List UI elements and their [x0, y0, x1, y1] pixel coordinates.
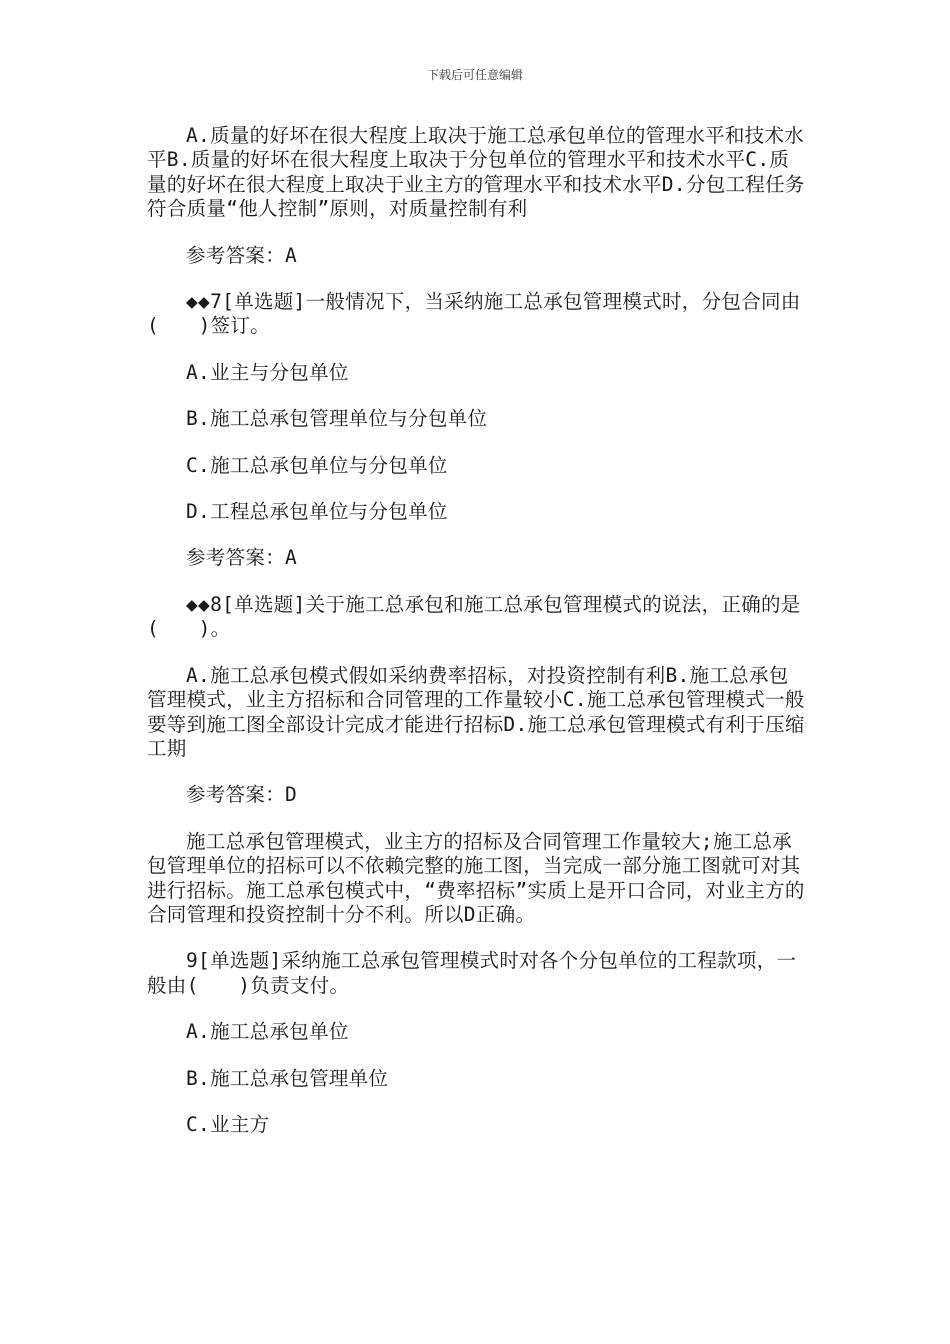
answer-q6: 参考答案：A	[186, 243, 298, 267]
option-7a: A.业主与分包单位	[186, 360, 349, 384]
options-q8: A.施工总承包模式假如采纳费率招标，对投资控制有利B.施工总承包管理模式，业主方招标和合同管理的工作量较小C.施工总承包管理模式一般要等到施工图全部设计完成才能进行招标D.施工总承包管理模式有利于压缩工期	[147, 663, 805, 760]
option-9a: A.施工总承包单位	[186, 1020, 349, 1044]
answer-q7: 参考答案：A	[186, 546, 298, 570]
option-7d: D.工程总承包单位与分包单位	[186, 500, 448, 524]
question-8: ◆◆8[单选题]关于施工总承包和施工总承包管理模式的说法，正确的是( )。	[147, 592, 801, 641]
header-note: 下载后可任意编辑	[426, 68, 523, 82]
options-q6: A.质量的好坏在很大程度上取决于施工总承包单位的管理水平和技术水平B.质量的好坏在很大程度上取决于分包单位的管理水平和技术水平C.质量的好坏在很大程度上取决于业主方的管理水平和技术水平D.分包工程任务符合质量“他人控制”原则，对质量控制有利	[147, 124, 805, 221]
option-9c: C.业主方	[186, 1112, 270, 1136]
answer-q8: 参考答案：D	[186, 783, 298, 807]
explanation-q8: 施工总承包管理模式，业主方的招标及合同管理工作量较大;施工总承包管理单位的招标可以不依赖完整的施工图，当完成一部分施工图就可对其进行招标。施工总承包模式中，“费率招标”实质上是开口合同，对业主方的合同管理和投资控制十分不利。所以D正确。	[147, 829, 805, 926]
question-9: 9[单选题]采纳施工总承包管理模式时对各个分包单位的工程款项，一般由( )负责支付。	[147, 949, 797, 997]
option-7b: B.施工总承包管理单位与分包单位	[186, 407, 488, 431]
document-body	[147, 124, 807, 1159]
option-7c: C.施工总承包单位与分包单位	[186, 453, 448, 477]
question-7: ◆◆7[单选题]一般情况下，当采纳施工总承包管理模式时，分包合同由( )签订。	[147, 290, 801, 338]
option-9b: B.施工总承包管理单位	[186, 1066, 389, 1090]
